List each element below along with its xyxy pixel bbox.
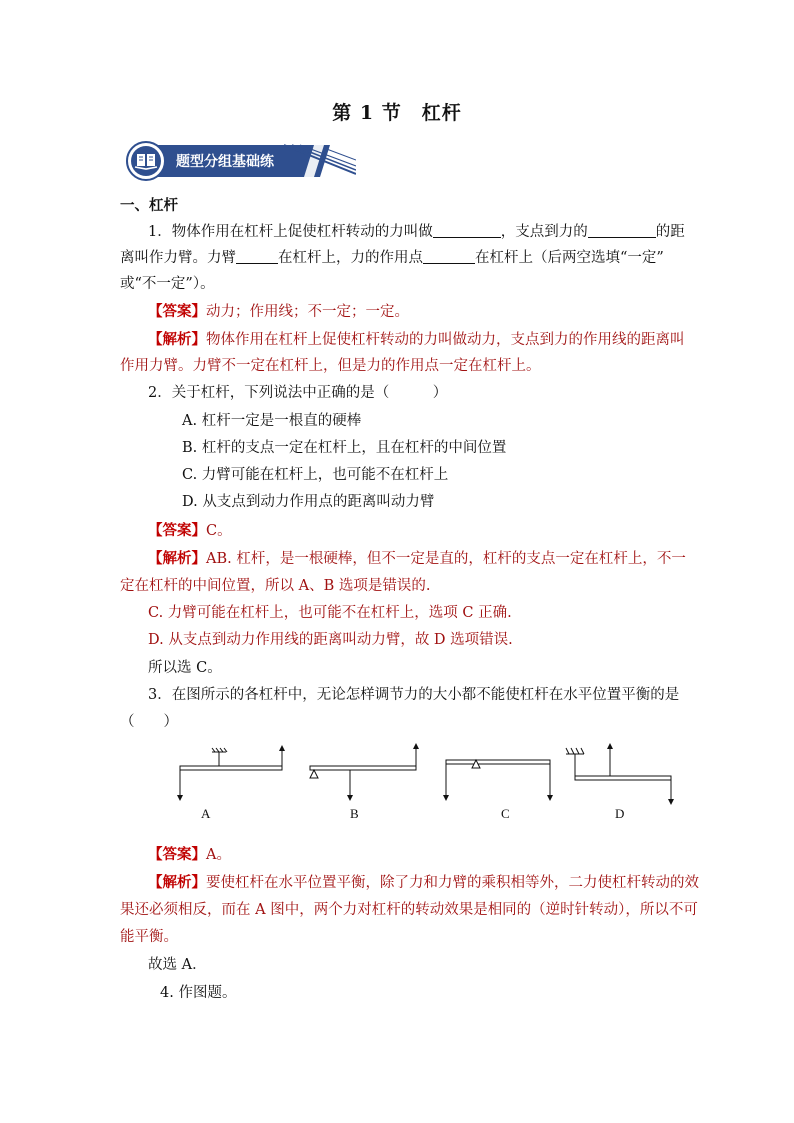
q1-stem-line3: 或“不一定”）。 xyxy=(120,276,215,292)
lever-figure-c xyxy=(446,760,550,798)
q3-answer: 【答案】A。 xyxy=(148,846,231,863)
lever-figures xyxy=(170,742,690,822)
q2-stem: 2．关于杠杆，下列说法中正确的是（ ） xyxy=(148,385,448,401)
answer-blank xyxy=(423,248,475,264)
q1-analysis-line2: 作用力臂。力臂不一定在杠杆上，但是力的作用点一定在杠杆上。 xyxy=(120,358,541,374)
q3-conclusion: 故选 A． xyxy=(148,957,207,973)
banner-label: 题型分组基础练 xyxy=(176,154,274,170)
q1-stem-line2: 离叫作力臂。力臂 在杠杆上，力的作用点 在杠杆上（后两空选填“一定” xyxy=(120,250,664,266)
q1-analysis-line1: 【解析】物体作用在杠杆上促使杠杆转动的力叫做动力，支点到力的作用线的距离叫 xyxy=(148,331,685,348)
q1-stem-line1: 1．物体作用在杠杆上促使杠杆转动的力叫做 ，支点到力的 的距 xyxy=(148,224,685,240)
q3-analysis-line1: 【解析】要使杠杆在水平位置平衡，除了力和力臂的乘积相等外，二力使杠杆转动的效 xyxy=(148,874,699,891)
q3-stem-line2: （ ） xyxy=(120,714,178,730)
figure-label-b: B xyxy=(350,806,359,821)
q2-analysis-line3: C. 力臂可能在杠杆上，也可能不在杠杆上，选项 C 正确. xyxy=(148,605,512,621)
page-title: 第 1 节 杠杆 xyxy=(332,102,462,124)
q2-analysis-line4: D. 从支点到动力作用线的距离叫动力臂，故 D 选项错误. xyxy=(148,632,513,648)
figure-label-a: A xyxy=(201,806,211,821)
q2-conclusion: 所以选 C。 xyxy=(148,660,222,676)
figure-label-c: C xyxy=(501,806,510,821)
section-heading: 一、杠杆 xyxy=(120,198,178,214)
q2-option-d: D. 从支点到动力作用点的距离叫动力臂 xyxy=(182,494,435,510)
answer-blank xyxy=(236,248,278,264)
q1-answer: 【答案】动力；作用线；不一定；一定。 xyxy=(148,303,409,320)
q3-analysis-line2: 果还必须相反，而在 A 图中，两个力对杠杆的转动效果是相同的（逆时针转动），所以不可 xyxy=(120,902,698,918)
q4-stem: 4. 作图题。 xyxy=(160,985,237,1001)
figure-label-d: D xyxy=(615,806,625,821)
q3-stem-line1: 3．在图所示的各杠杆中，无论怎样调节力的大小都不能使杠杆在水平位置平衡的是 xyxy=(148,687,680,703)
q2-option-a: A. 杠杆一定是一根直的硬棒 xyxy=(182,413,362,429)
q2-analysis-line1: 【解析】AB. 杠杆，是一根硬棒，但不一定是直的，杠杆的支点一定在杠杆上，不一 xyxy=(148,550,686,567)
q2-option-b: B. 杠杆的支点一定在杠杆上，且在杠杆的中间位置 xyxy=(182,440,507,456)
answer-blank xyxy=(588,222,656,238)
q3-analysis-line3: 能平衡。 xyxy=(120,929,178,945)
q2-answer: 【答案】C。 xyxy=(148,522,232,539)
answer-blank xyxy=(433,222,501,238)
lever-figure-b xyxy=(310,746,416,798)
q2-option-c: C. 力臂可能在杠杆上，也可能不在杠杆上 xyxy=(182,467,449,483)
lever-figure-a xyxy=(180,748,282,798)
lever-figure-d xyxy=(566,746,671,802)
q2-analysis-line2: 定在杠杆的中间位置，所以 A、B 选项是错误的. xyxy=(120,578,431,594)
